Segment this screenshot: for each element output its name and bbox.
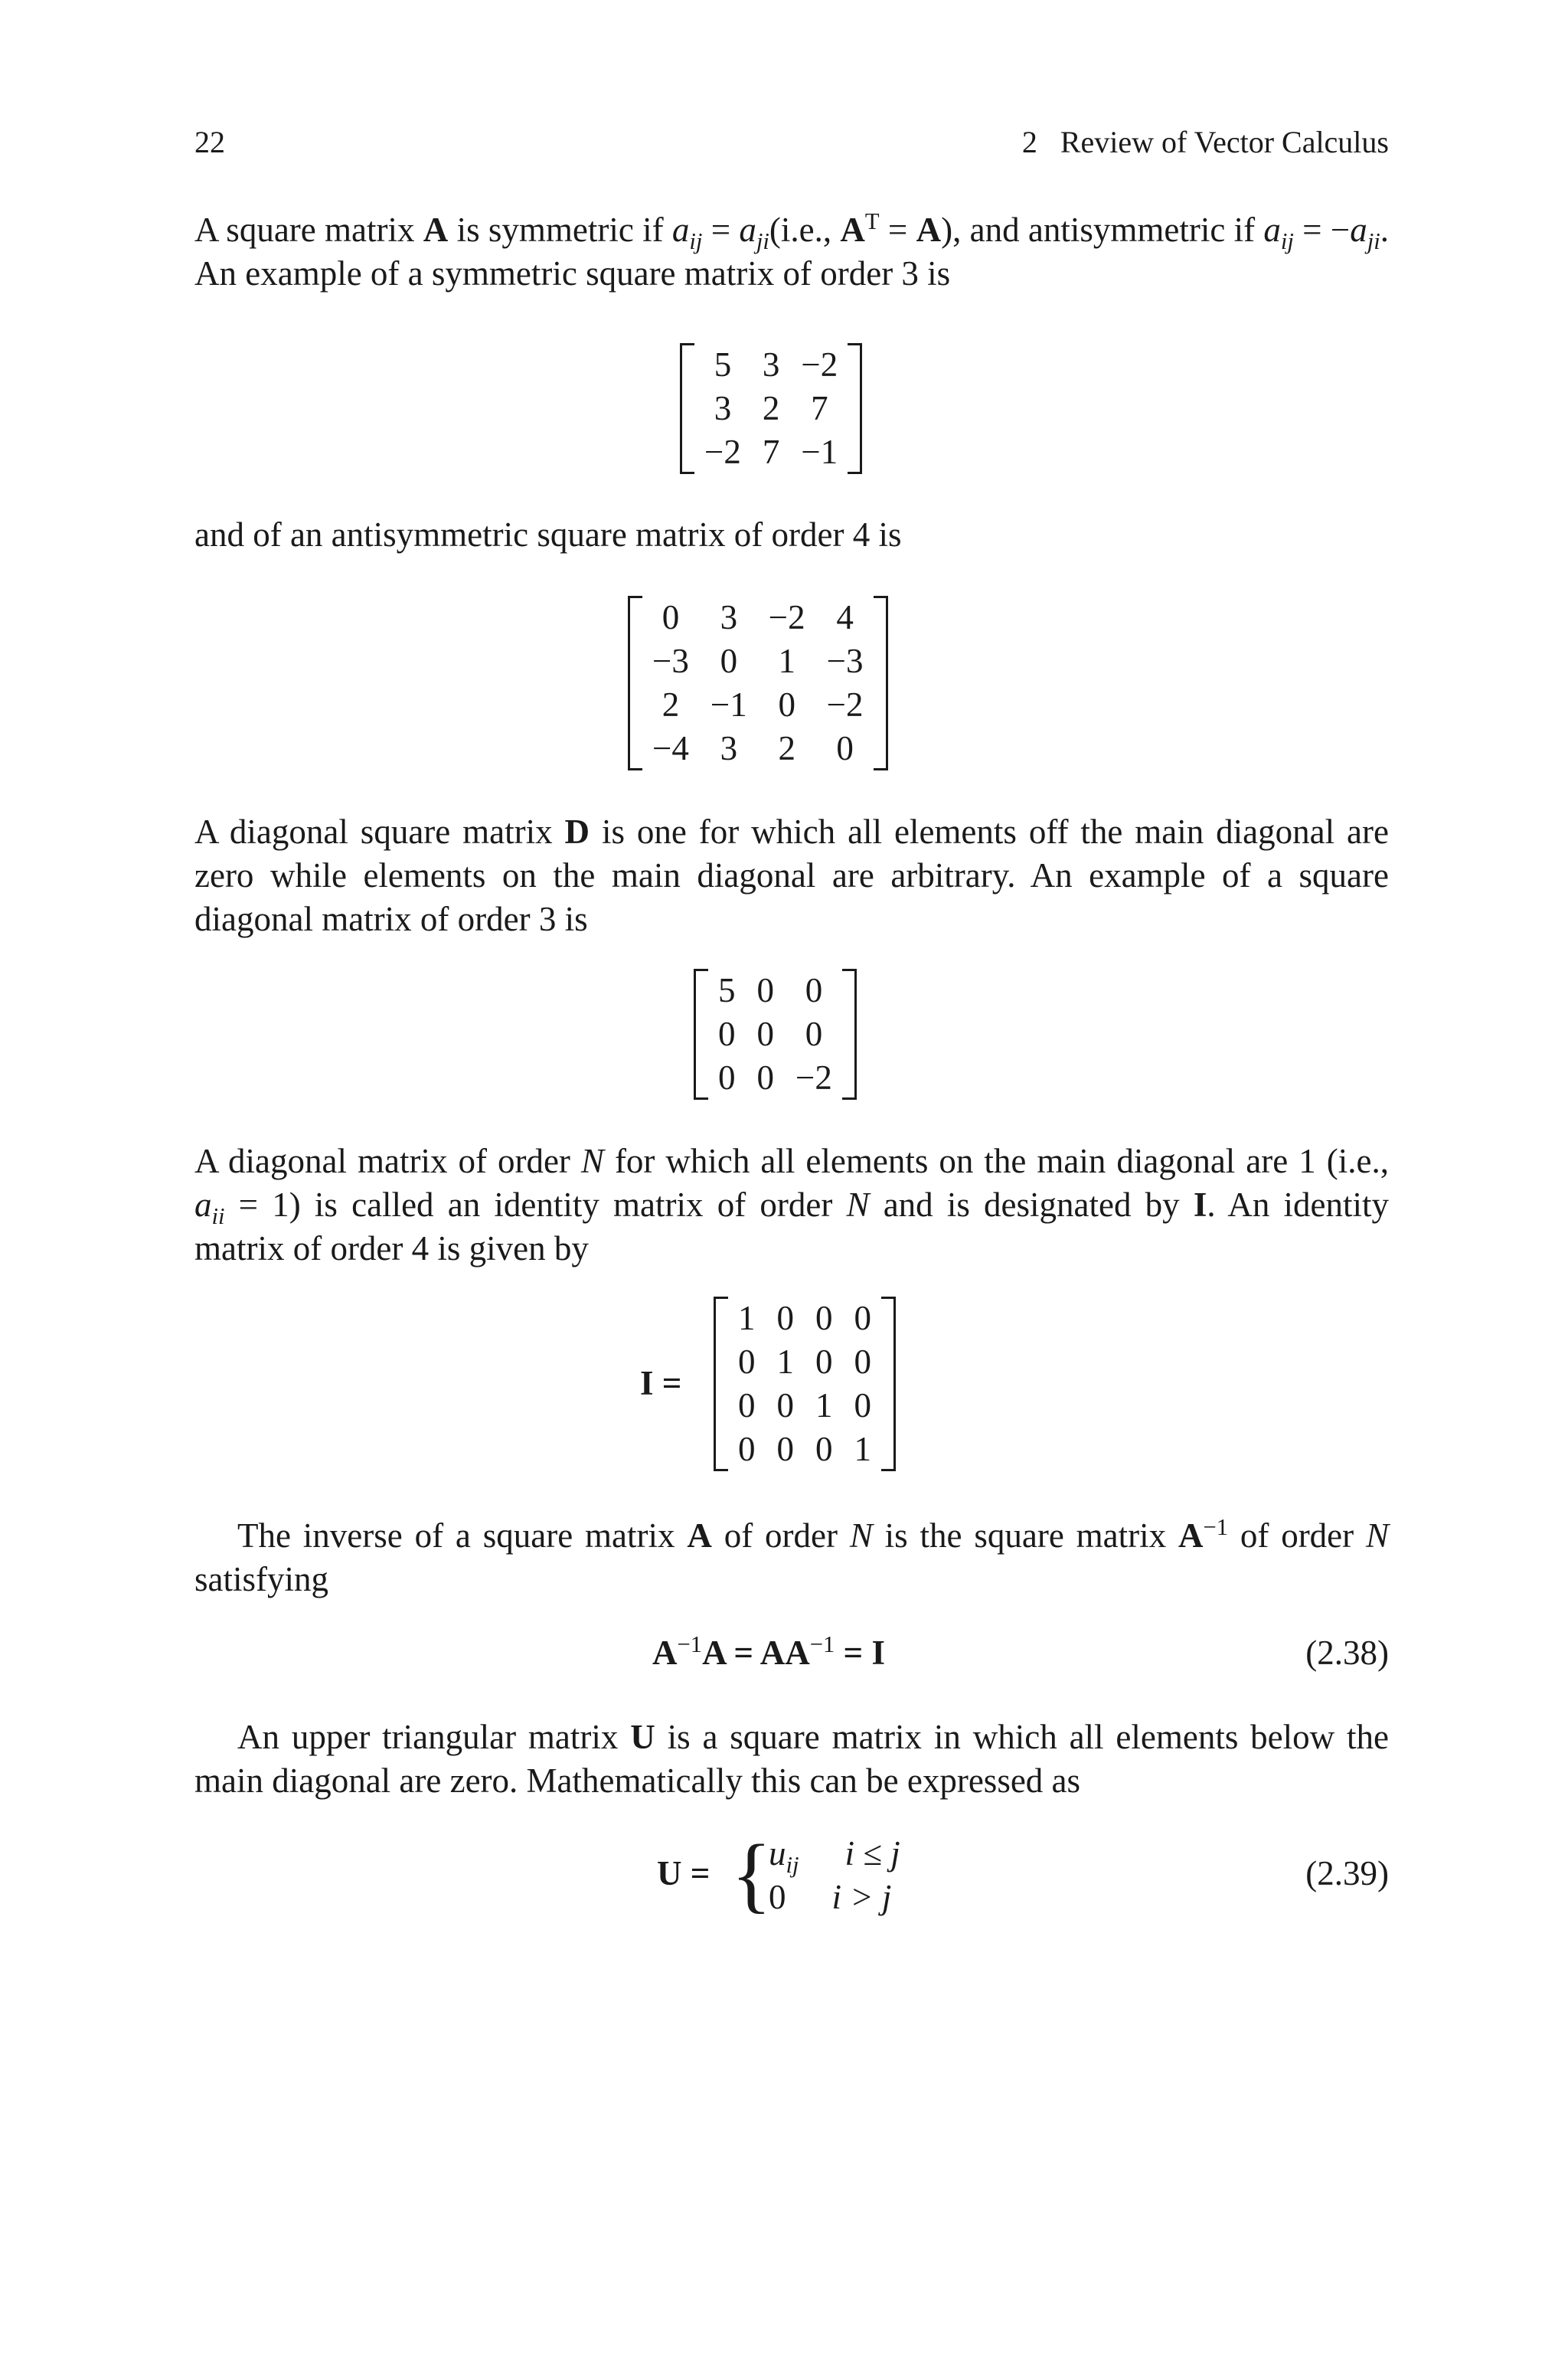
left-bracket: [628, 596, 642, 770]
identity-matrix: [714, 1297, 896, 1471]
matrix-cell: −1: [710, 685, 747, 724]
matrix-row: [642, 727, 874, 770]
matrix-cell: 1: [778, 642, 795, 680]
equation-number: (2.38): [1305, 1634, 1389, 1672]
matrix-row: [707, 1056, 843, 1100]
matrix-cell: 0: [776, 1299, 794, 1337]
left-brace: {: [731, 1827, 772, 1921]
equation-2-39-cases: $u_{ij}$ i ≤ j 0 i > j: [769, 1834, 900, 1916]
matrix-row: [694, 387, 848, 430]
identity-label: I =: [640, 1364, 682, 1402]
matrix-cell: 0: [805, 1015, 823, 1053]
matrix-cell: 1: [854, 1430, 871, 1468]
matrix-cell: 0: [738, 1343, 756, 1381]
matrix-cell: 0: [662, 598, 680, 636]
equation-2-38: $A^{-1}A = AA^{-1} = I$: [652, 1631, 885, 1672]
paragraph-antisymmetric: and of an antisymmetric square matrix of order 4 is: [194, 515, 902, 554]
matrix-cell: −2: [795, 1058, 832, 1097]
left-bracket: [694, 969, 708, 1100]
antisymmetric-matrix: [628, 596, 888, 770]
matrix-cell: 0: [718, 1015, 736, 1053]
matrix-cell: 1: [815, 1386, 833, 1425]
right-bracket: [842, 969, 857, 1100]
matrix-row: [727, 1340, 882, 1384]
matrix-cell: −2: [826, 685, 864, 724]
left-bracket: [680, 343, 694, 474]
matrix-cell: 0: [720, 642, 738, 680]
matrix-cell: 5: [718, 971, 736, 1009]
symmetric-matrix: [680, 343, 862, 474]
matrix-cell: 0: [778, 685, 795, 724]
matrix-cell: 7: [811, 389, 828, 427]
matrix-cell: 0: [854, 1299, 871, 1337]
matrix-cell: −4: [652, 729, 689, 767]
matrix-row: [642, 596, 874, 639]
matrix-row: [727, 1384, 882, 1428]
matrix-cell: 0: [756, 1015, 774, 1053]
matrix-cell: −2: [801, 345, 838, 384]
matrix-cell: 0: [756, 971, 774, 1009]
matrix-cell: 0: [738, 1430, 756, 1468]
diagonal-matrix: [694, 969, 857, 1100]
running-head: 2 Review of Vector Calculus: [1021, 125, 1389, 159]
matrix-cell: 5: [714, 345, 732, 384]
matrix-row: [707, 1012, 843, 1056]
matrix-cell: 0: [854, 1386, 871, 1425]
matrix-row: [694, 430, 848, 474]
matrix-cell: 0: [815, 1343, 833, 1381]
right-bracket: [874, 596, 888, 770]
matrix-cell: −2: [768, 598, 805, 636]
matrix-row: [727, 1428, 882, 1471]
matrix-cell: 2: [778, 729, 795, 767]
matrix-cell: 0: [854, 1343, 871, 1381]
matrix-row: [727, 1297, 882, 1340]
right-bracket: [881, 1297, 896, 1471]
page-number: 22: [194, 125, 225, 159]
matrix-cell: −2: [704, 433, 741, 471]
matrix-cell: 0: [805, 971, 823, 1009]
matrix-cell: 0: [756, 1058, 774, 1097]
equation-2-39-lhs: U =: [657, 1854, 710, 1892]
matrix-row: [642, 683, 874, 727]
matrix-cell: −1: [801, 433, 838, 471]
matrix-cell: 0: [836, 729, 854, 767]
matrix-cell: 3: [720, 729, 738, 767]
matrix-cell: −3: [826, 642, 864, 680]
matrix-cell: 3: [714, 389, 732, 427]
matrix-cell: 7: [762, 433, 780, 471]
matrix-cell: 0: [776, 1430, 794, 1468]
paragraph-symmetric: A square matrix A is symmetric if $a_{ij} = a_{ji}(i.e$., $A^T = A$), and antisymmetric if $a_{ij} = -a_{ji}$. An example of a symmetric square matrix of order 3 is: [194, 208, 1389, 293]
matrix-cell: 4: [836, 598, 854, 636]
left-bracket: [714, 1297, 728, 1471]
matrix-cell: 2: [662, 685, 680, 724]
matrix-cell: 1: [776, 1343, 794, 1381]
matrix-cell: 2: [762, 389, 780, 427]
paragraph-inverse: The inverse of a square matrix A of order N is the square matrix $A^{-1}$ of order N satisfying: [194, 1514, 1389, 1598]
paragraph-identity: A diagonal matrix of order N for which all elements on the main diagonal are 1 (i.e., $a_{ii} = 1$) is called an identity matrix of order N and is designated by I. An identity matrix of order 4 is given by: [194, 1142, 1389, 1268]
matrix-cell: 0: [815, 1299, 833, 1337]
matrix-cell: −3: [652, 642, 689, 680]
matrix-row: [642, 639, 874, 683]
matrix-cell: 3: [762, 345, 780, 384]
matrix-row: [694, 343, 848, 387]
matrix-cell: 0: [776, 1386, 794, 1425]
equation-number: (2.39): [1305, 1854, 1389, 1892]
right-bracket: [848, 343, 862, 474]
matrix-cell: 1: [738, 1299, 756, 1337]
matrix-cell: 0: [718, 1058, 736, 1097]
matrix-cell: 0: [815, 1430, 833, 1468]
matrix-row: [707, 969, 843, 1012]
paragraph-upper-triangular: An upper triangular matrix U is a square matrix in which all elements below the main diagonal are zero. Mathematically this can be expressed as: [194, 1718, 1389, 1800]
matrix-cell: 3: [720, 598, 738, 636]
paragraph-diagonal: A diagonal square matrix D is one for which all elements off the main diagonal are zero while elements on the main diagonal are arbitrary. An example of a square diagonal matrix of order 3 is: [194, 813, 1389, 938]
matrix-cell: 0: [738, 1386, 756, 1425]
